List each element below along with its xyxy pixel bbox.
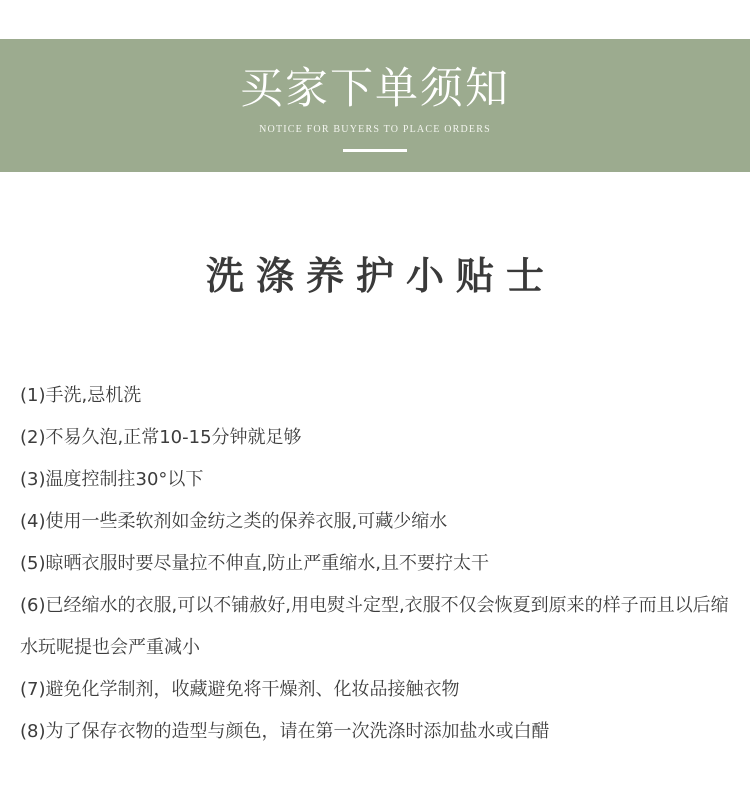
care-tip-4: (4)使用一些柔软剂如金纺之类的保养衣服,可藏少缩水	[20, 511, 448, 532]
care-tips-heading: 洗涤养护小贴士	[205, 253, 556, 298]
care-tip-7: (7)避免化学制剂，收藏避免将干燥剂、化妆品接触衣物	[20, 679, 460, 700]
care-tip-1: (1)手洗,忌机洗	[20, 385, 142, 406]
banner-divider	[343, 149, 407, 152]
care-tip-2: (2)不易久泡,正常10-15分钟就足够	[20, 427, 302, 448]
header-banner	[0, 39, 750, 172]
care-tip-5: (5)晾晒衣服时要尽量拉不伸直,防止严重缩水,且不要拧太干	[20, 553, 489, 574]
banner-subtitle: NOTICE FOR BUYERS TO PLACE ORDERS	[259, 124, 491, 135]
care-tip-6: (6)已经缩水的衣服,可以不铺赦好,用电熨斗定型,衣服不仅会恢夏到原来的样子而且以后缩水玩呢提也会严重减小	[20, 595, 729, 658]
care-tip-8: (8)为了保存衣物的造型与颜色，请在第一次洗涤时添加盐水或白醋	[20, 721, 550, 742]
care-tip-3: (3)温度控制拄30°以下	[20, 469, 204, 490]
banner-title: 买家下单须知	[240, 64, 510, 114]
care-tips-list	[20, 375, 732, 753]
